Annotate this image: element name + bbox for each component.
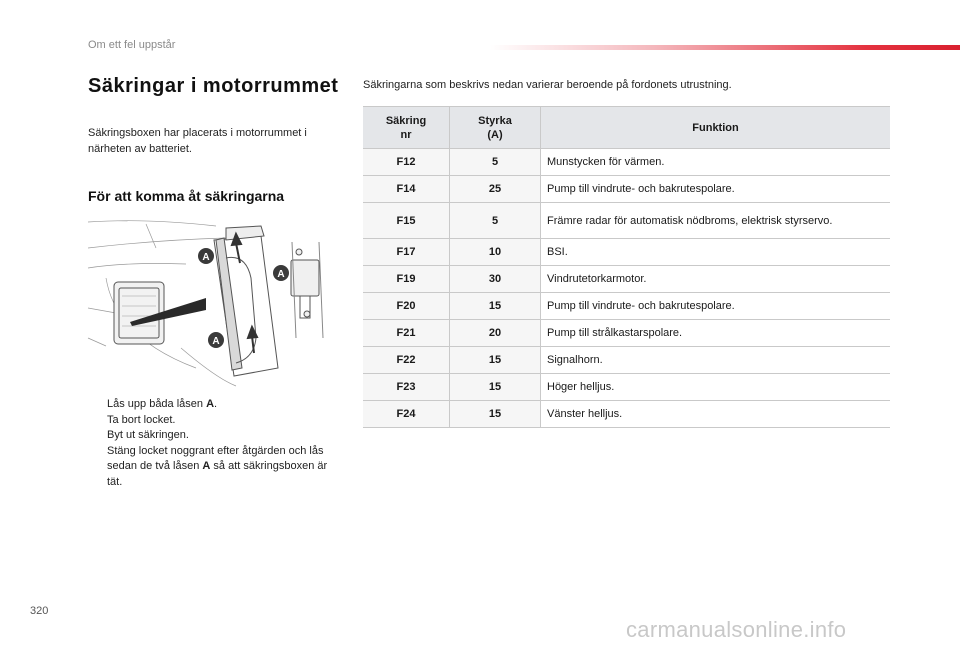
table-row: [363, 320, 890, 347]
table-row: [363, 176, 890, 203]
fuse-number: F22: [363, 347, 450, 374]
step-item: Ta bort locket.: [107, 413, 176, 426]
table-row: [363, 293, 890, 320]
side-clip: [291, 242, 323, 338]
fuse-function: Höger helljus.: [541, 374, 891, 401]
table-row: [363, 401, 890, 428]
table-row: [363, 347, 890, 374]
fuse-function: Pump till vindrute- och bakrutespolare.: [541, 293, 891, 320]
fuse-number: F14: [363, 176, 450, 203]
fuse-number: F21: [363, 320, 450, 347]
fuse-number: F19: [363, 266, 450, 293]
svg-text:A: A: [277, 269, 285, 280]
page-title: Säkringar i motorrummet: [88, 75, 339, 97]
fuse-function: Signalhorn.: [541, 347, 891, 374]
header-fuse-number: Säkring nr: [363, 107, 450, 149]
watermark-text: carmanualsonline.info: [626, 617, 847, 642]
procedure-steps: [88, 397, 338, 490]
fuse-table: [363, 106, 890, 428]
fuse-rating: 5: [450, 149, 541, 176]
svg-text:A: A: [212, 336, 220, 347]
fuse-function: BSI.: [541, 239, 891, 266]
fuse-rating: 15: [450, 401, 541, 428]
fuse-rating: 10: [450, 239, 541, 266]
fuse-rating: 15: [450, 347, 541, 374]
header-accent-bar: [490, 45, 960, 50]
page-number: 320: [30, 605, 49, 617]
table-row: [363, 149, 890, 176]
section-header: Om ett fel uppstår: [88, 39, 176, 51]
table-row: [363, 266, 890, 293]
intro-paragraph: Säkringsboxen har placerats i motorrummet i närheten av batteriet.: [88, 127, 307, 155]
fuse-number: F12: [363, 149, 450, 176]
fuse-number: F24: [363, 401, 450, 428]
table-row: [363, 239, 890, 266]
fuse-number: F17: [363, 239, 450, 266]
cover-panel: [214, 226, 278, 376]
step-item: Byt ut säkringen.: [107, 429, 189, 441]
fuse-function: Pump till strålkastarspolare.: [541, 320, 891, 347]
fuse-rating: 15: [450, 374, 541, 401]
fuse-rating: 15: [450, 293, 541, 320]
header-function: Funktion: [541, 107, 891, 149]
fuse-box: [114, 282, 164, 344]
table-row: [363, 374, 890, 401]
fuse-function: Munstycken för värmen.: [541, 149, 891, 176]
fuse-function: Vindrutetorkarmotor.: [541, 266, 891, 293]
fuse-rating: 30: [450, 266, 541, 293]
fuse-rating: 20: [450, 320, 541, 347]
fuse-function: Främre radar för automatisk nödbroms, elektrisk styrservo.: [541, 203, 891, 239]
section-subtitle: För att komma åt säkringarna: [88, 188, 285, 204]
step-item: Lås upp båda låsen A.: [107, 398, 218, 410]
header-rating: Styrka (A): [450, 107, 541, 149]
fuse-number: F15: [363, 203, 450, 239]
fuse-function: Pump till vindrute- och bakrutespolare.: [541, 176, 891, 203]
fuse-box-illustration: [86, 218, 336, 388]
svg-text:A: A: [202, 252, 210, 263]
fuse-number: F20: [363, 293, 450, 320]
table-row: [363, 203, 890, 239]
step-item: Stäng locket noggrant efter åtgärden och lås sedan de två låsen A så att säkringsboxen är tät.: [107, 444, 328, 488]
table-note: Säkringarna som beskrivs nedan varierar beroende på fordonets utrustning.: [363, 79, 732, 91]
fuse-number: F23: [363, 374, 450, 401]
fuse-function: Vänster helljus.: [541, 401, 891, 428]
table-header-row: [363, 107, 890, 149]
fuse-rating: 25: [450, 176, 541, 203]
fuse-rating: 5: [450, 203, 541, 239]
